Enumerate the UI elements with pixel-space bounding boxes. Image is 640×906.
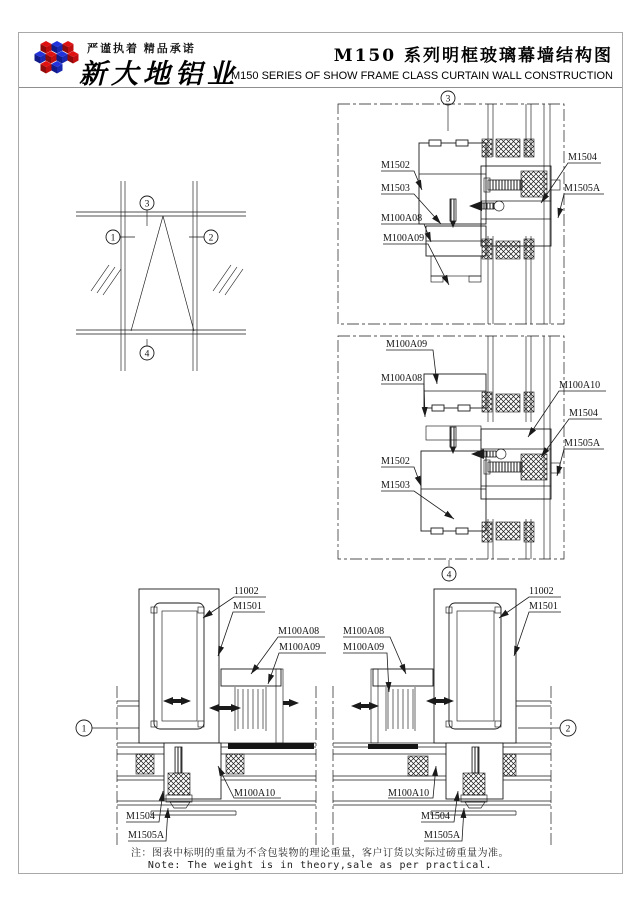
expansion-spring: [235, 687, 266, 731]
note-text-cn: 注：图表中标明的重量为不含包装物的理论重量，客户订货以实际过磅重量为准。: [131, 848, 509, 859]
svg-text:4: 4: [446, 570, 452, 581]
drawing-note: [18, 844, 622, 871]
leader-line: [218, 612, 265, 656]
page-border: [18, 32, 623, 874]
section-4-detail: [336, 334, 626, 586]
part-label: M1504: [568, 152, 597, 163]
vertical-screw: [450, 199, 456, 221]
connector-plate: [373, 669, 433, 686]
part-label: M1504: [126, 811, 155, 822]
company-slogan: 严谨执着 精品承诺: [87, 43, 196, 55]
part-label: M1502: [381, 456, 410, 467]
section-marker-4: [140, 346, 154, 360]
part-label: 11002: [234, 586, 259, 597]
section-marker-4: [442, 567, 456, 581]
transom-lines: [76, 212, 246, 334]
part-label: M100A09: [343, 642, 385, 653]
mullion-lines: [121, 181, 197, 371]
vertical-screw: [450, 427, 456, 447]
part-label: M1505A: [424, 830, 461, 841]
glass-edge-strip: [228, 743, 314, 749]
cover-cap-lines: [544, 336, 550, 559]
title-block-header: [19, 33, 622, 88]
part-label: M100A10: [234, 788, 276, 799]
glass-edge-strip: [368, 744, 418, 749]
section-marker-1: [76, 720, 92, 736]
glass-lines-detail2: [333, 743, 551, 805]
bolt-sleeve-hatch: [521, 454, 547, 480]
part-label: M1505A: [564, 183, 601, 194]
horizontal-screw: [469, 201, 482, 211]
part-label: M1501: [529, 601, 558, 612]
anchor-bolt-shaft: [472, 747, 479, 773]
part-label: M1504: [421, 811, 450, 822]
section-marker-3: [140, 196, 154, 210]
part-label: M1503: [381, 183, 410, 194]
drawing-title-en: M150 SERIES OF SHOW FRAME CLASS CURTAIN WALL CONSTRUCTION: [231, 70, 613, 82]
bolt-shaft: [488, 462, 522, 472]
svg-text:1: 1: [81, 724, 87, 735]
bolt-sleeve-hatch: [521, 171, 547, 197]
section-marker-3: [441, 91, 455, 105]
part-label: M100A09: [386, 339, 428, 350]
section-3-detail: [336, 89, 626, 339]
part-label: M1501: [233, 601, 262, 612]
svg-text:3: 3: [445, 94, 451, 105]
drawing-title-cn: M150 系列明框玻璃幕墙结构图: [333, 46, 613, 66]
expansion-spring: [386, 687, 415, 731]
part-label: M100A08: [278, 626, 320, 637]
leader-line: [383, 244, 449, 285]
anchor-bolt-shaft: [175, 747, 182, 773]
leader-line: [268, 653, 326, 684]
part-label: M100A09: [383, 233, 425, 244]
glass-hatch-marks: [91, 265, 243, 295]
svg-text:3: 3: [144, 199, 150, 210]
part-label: M100A08: [381, 213, 423, 224]
drawing-titles: [231, 41, 613, 82]
part-label: M1502: [381, 160, 410, 171]
leader-line: [381, 384, 425, 417]
bottom-details: [51, 581, 591, 871]
part-label: M100A09: [279, 642, 321, 653]
part-label: M100A10: [388, 788, 430, 799]
sill-lines: [151, 811, 236, 815]
bolt-shaft: [488, 180, 522, 190]
part-label: M1504: [569, 408, 598, 419]
horizontal-screw: [471, 449, 484, 459]
leader-line: [558, 194, 604, 218]
section-marker-2: [204, 230, 218, 244]
leader-line: [381, 491, 454, 519]
cover-cap-lines: [544, 104, 550, 324]
svg-text:4: 4: [144, 349, 150, 360]
section-marker-1: [106, 230, 120, 244]
company-name: 新大地铝业: [79, 59, 239, 90]
bolt-nut: [551, 463, 560, 473]
note-text-en: Note: The weight is in theory,sale as per practical.: [147, 860, 493, 871]
company-logo-icon: [29, 38, 85, 84]
anchor-bolt-hatch: [168, 773, 190, 795]
opening-triangle: [131, 216, 194, 331]
anchor-bolt-hatch: [463, 773, 485, 795]
elevation-key-diagram: [71, 181, 251, 371]
part-label: M100A08: [343, 626, 385, 637]
section-marker-2: [560, 720, 576, 736]
leader-line: [514, 612, 561, 656]
svg-text:2: 2: [208, 233, 214, 244]
svg-text:2: 2: [565, 724, 571, 735]
logo-cubes: [35, 41, 79, 74]
part-label: M100A08: [381, 373, 423, 384]
svg-text:1: 1: [110, 233, 116, 244]
connector-plate: [276, 669, 283, 743]
part-label: M1503: [381, 480, 410, 491]
part-label: 11002: [529, 586, 554, 597]
part-label: M1505A: [564, 438, 601, 449]
part-label: M100A10: [559, 380, 601, 391]
part-label: M1505A: [128, 830, 165, 841]
